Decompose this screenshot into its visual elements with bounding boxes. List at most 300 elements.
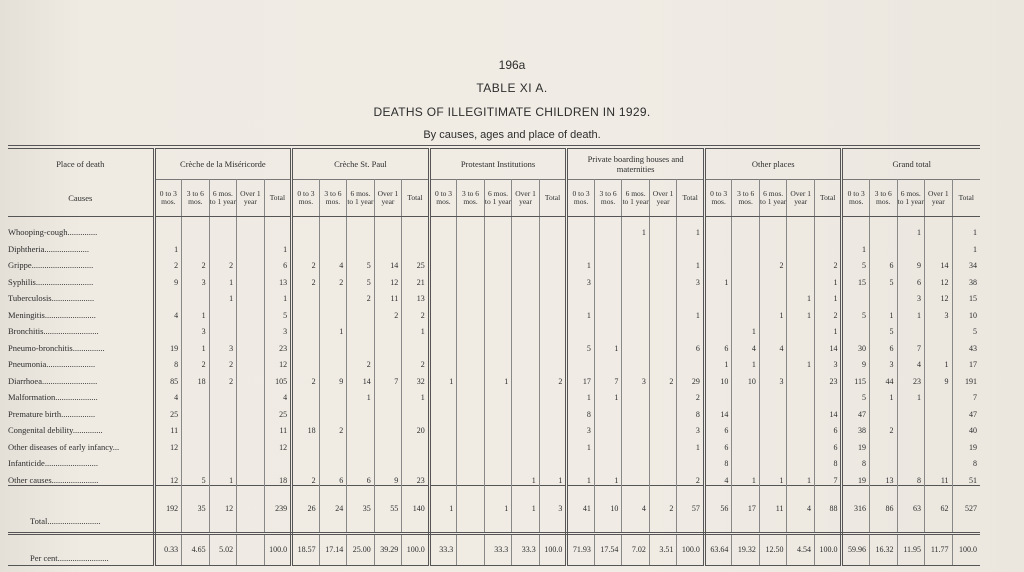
table-cell: 3.51 xyxy=(649,533,677,565)
table-cell: 51 xyxy=(969,475,977,485)
age-header: 0 to 3 mos. xyxy=(567,180,595,217)
table-cell: 63.64 xyxy=(704,533,732,565)
table-cell xyxy=(732,254,760,271)
table-cell xyxy=(347,237,375,254)
table-cell xyxy=(292,217,320,238)
table-cell xyxy=(512,237,540,254)
table-cell: 3 xyxy=(264,320,292,337)
table-cell xyxy=(649,217,677,238)
table-cell: 19.32 xyxy=(732,533,760,565)
table-cell xyxy=(237,303,265,320)
table-cell: 1 xyxy=(182,336,210,353)
table-cell xyxy=(539,254,567,271)
table-cell xyxy=(787,320,815,337)
table-cell xyxy=(292,336,320,353)
table-cell: 10 xyxy=(732,369,760,386)
table-cell xyxy=(677,452,705,469)
table-cell xyxy=(594,320,622,337)
table-cell: 38 xyxy=(842,419,870,436)
age-header: 0 to 3 mos. xyxy=(704,180,732,217)
table-cell: 1 xyxy=(567,254,595,271)
table-cell: 1 xyxy=(512,468,540,485)
table-cell xyxy=(897,452,925,469)
table-cell xyxy=(897,402,925,419)
table-cell: 6 xyxy=(347,468,375,485)
table-cell: 191 xyxy=(965,376,977,386)
table-cell xyxy=(237,402,265,419)
table-cell: 12 xyxy=(209,485,237,533)
table-cell: 115 xyxy=(842,369,870,386)
table-cell: 3 xyxy=(677,419,705,436)
table-cell: 23 xyxy=(897,369,925,386)
table-cell: 39.29 xyxy=(374,533,402,565)
table-cell: 1 xyxy=(622,217,650,238)
table-cell xyxy=(732,217,760,238)
table-cell xyxy=(319,336,347,353)
table-cell: 4 xyxy=(264,386,292,403)
table-cell: 40 xyxy=(969,426,977,435)
deaths-table xyxy=(8,145,980,566)
table-cell xyxy=(594,419,622,436)
table-cell xyxy=(209,320,237,337)
cause-label: Grippe............................. xyxy=(8,254,154,271)
table-cell xyxy=(292,402,320,419)
table-cell xyxy=(429,386,457,403)
table-cell xyxy=(512,254,540,271)
table-cell xyxy=(567,217,595,238)
table-cell: 1 xyxy=(182,303,210,320)
table-cell: 7 xyxy=(897,336,925,353)
table-cell xyxy=(237,217,265,238)
table-cell: 1 xyxy=(484,485,512,533)
table-cell: 24 xyxy=(319,485,347,533)
table-cell: 21 xyxy=(402,270,430,287)
cause-label: Tuberculosis.................... xyxy=(8,287,154,304)
age-header: 0 to 3 mos. xyxy=(429,180,457,217)
table-cell xyxy=(319,435,347,452)
table-cell xyxy=(512,386,540,403)
cause-label: Infanticide......................... xyxy=(8,452,154,469)
table-cell xyxy=(374,217,402,238)
table-cell: 1 xyxy=(402,386,430,403)
table-cell xyxy=(292,435,320,452)
table-cell xyxy=(787,270,815,287)
table-cell xyxy=(484,452,512,469)
table-cell: 41 xyxy=(567,485,595,533)
table-cell xyxy=(622,336,650,353)
age-header: 3 to 6 mos. xyxy=(732,180,760,217)
table-cell: 10 xyxy=(969,310,977,320)
table-cell xyxy=(457,254,485,271)
table-cell: 6 xyxy=(264,254,292,271)
table-cell xyxy=(622,270,650,287)
table-cell: 55 xyxy=(374,485,402,533)
table-cell xyxy=(594,254,622,271)
table-cell xyxy=(539,435,567,452)
table-cell: 192 xyxy=(154,485,182,533)
table-cell xyxy=(925,419,953,436)
table-cell xyxy=(925,402,953,419)
table-cell: 17.54 xyxy=(594,533,622,565)
group-header: Protestant Institutions xyxy=(429,149,567,180)
table-cell xyxy=(649,254,677,271)
table-cell xyxy=(704,386,732,403)
table-cell: 7 xyxy=(973,393,977,402)
age-header: 3 to 6 mos. xyxy=(319,180,347,217)
table-cell: 25.00 xyxy=(347,533,375,565)
table-cell xyxy=(457,320,485,337)
table-cell xyxy=(402,217,430,238)
table-cell: 10 xyxy=(704,369,732,386)
table-cell xyxy=(704,303,732,320)
table-cell xyxy=(512,217,540,238)
table-cell xyxy=(539,320,567,337)
table-cell xyxy=(512,402,540,419)
table-cell xyxy=(539,237,567,254)
table-cell xyxy=(814,237,842,254)
table-cell: 3 xyxy=(759,369,787,386)
table-cell xyxy=(457,336,485,353)
table-cell xyxy=(264,452,292,469)
table-cell xyxy=(429,435,457,452)
table-cell: 47 xyxy=(842,402,870,419)
table-cell: 100.0 xyxy=(814,533,842,565)
table-cell xyxy=(264,217,292,238)
table-cell xyxy=(869,435,897,452)
table-cell: 2 xyxy=(539,369,567,386)
table-cell: 2 xyxy=(347,353,375,370)
group-header-row xyxy=(8,149,980,180)
table-cell: 5 xyxy=(347,254,375,271)
table-cell: 105 xyxy=(264,369,292,386)
table-cell xyxy=(457,452,485,469)
cause-label: Diarrhoea.......................... xyxy=(8,369,154,386)
table-cell xyxy=(925,386,953,403)
table-cell: 527 xyxy=(952,485,980,533)
table-cell: 3 xyxy=(897,287,925,304)
table-cell: 25 xyxy=(264,402,292,419)
table-cell: 43 xyxy=(969,343,977,353)
table-cell: 3 xyxy=(209,336,237,353)
table-cell xyxy=(484,353,512,370)
table-cell xyxy=(759,452,787,469)
table-cell xyxy=(622,353,650,370)
table-cell: 2 xyxy=(677,468,705,485)
table-cell xyxy=(704,287,732,304)
table-cell xyxy=(182,452,210,469)
table-cell xyxy=(292,303,320,320)
table-cell: 1 xyxy=(539,468,567,485)
table-cell: 1 xyxy=(869,303,897,320)
table-row xyxy=(8,435,980,452)
table-cell: 26 xyxy=(292,485,320,533)
table-cell: 1 xyxy=(429,369,457,386)
table-cell xyxy=(594,287,622,304)
table-cell xyxy=(429,402,457,419)
table-cell xyxy=(925,336,953,353)
table-cell xyxy=(182,402,210,419)
table-cell xyxy=(512,270,540,287)
table-cell: 1 xyxy=(787,303,815,320)
table-cell: 11 xyxy=(374,287,402,304)
table-cell xyxy=(594,237,622,254)
table-row xyxy=(8,270,980,287)
table-cell xyxy=(622,468,650,485)
table-cell xyxy=(292,237,320,254)
table-cell xyxy=(347,452,375,469)
table-cell: 18.57 xyxy=(292,533,320,565)
table-cell: 100.0 xyxy=(677,533,705,565)
table-cell xyxy=(182,287,210,304)
table-cell: 6 xyxy=(814,435,842,452)
age-header: 6 mos. to 1 year xyxy=(622,180,650,217)
table-cell xyxy=(237,320,265,337)
age-header: 0 to 3 mos. xyxy=(154,180,182,217)
table-cell xyxy=(457,468,485,485)
table-cell: 1 xyxy=(567,386,595,403)
table-cell: 4 xyxy=(154,303,182,320)
table-cell xyxy=(182,419,210,436)
table-cell: 4 xyxy=(787,485,815,533)
table-cell: 25 xyxy=(154,402,182,419)
table-cell xyxy=(429,336,457,353)
table-cell xyxy=(429,254,457,271)
table-cell xyxy=(347,336,375,353)
table-cell xyxy=(787,369,815,386)
table-cell xyxy=(539,353,567,370)
group-header: Crèche de la Miséricorde xyxy=(154,149,292,180)
group-header: Crèche St. Paul xyxy=(292,149,430,180)
table-cell: 2 xyxy=(154,254,182,271)
table-cell: 100.0 xyxy=(539,533,567,565)
table-cell xyxy=(787,419,815,436)
table-cell: 3 xyxy=(567,419,595,436)
table-cell xyxy=(622,386,650,403)
table-cell: 2 xyxy=(347,287,375,304)
table-cell: 12 xyxy=(154,468,182,485)
table-cell: 20 xyxy=(402,419,430,436)
table-cell: 4 xyxy=(897,353,925,370)
table-cell: 12 xyxy=(925,287,953,304)
age-header: Total xyxy=(264,180,292,217)
table-cell xyxy=(869,217,897,238)
causes-label: Causes xyxy=(8,180,154,217)
table-cell: 5 xyxy=(182,468,210,485)
table-cell: 8 xyxy=(567,402,595,419)
table-cell: 35 xyxy=(347,485,375,533)
age-header: Over 1 year xyxy=(374,180,402,217)
cause-label: Pneumo-bronchitis............... xyxy=(8,336,154,353)
cause-label: Syphilis........................... xyxy=(8,270,154,287)
table-cell: 2 xyxy=(402,353,430,370)
table-cell: 12 xyxy=(374,270,402,287)
table-cell xyxy=(622,254,650,271)
table-cell xyxy=(292,353,320,370)
table-cell xyxy=(512,303,540,320)
table-cell: 5 xyxy=(264,303,292,320)
table-cell xyxy=(512,435,540,452)
table-cell: 1 xyxy=(209,468,237,485)
table-cell xyxy=(237,287,265,304)
table-cell: 11 xyxy=(154,419,182,436)
table-row xyxy=(8,336,980,353)
table-cell xyxy=(567,353,595,370)
table-cell: 1 xyxy=(869,386,897,403)
table-cell xyxy=(429,270,457,287)
table-cell xyxy=(457,402,485,419)
cause-label: Pneumonia....................... xyxy=(8,353,154,370)
table-cell: 100.0 xyxy=(264,533,292,565)
table-cell: 14 xyxy=(374,254,402,271)
table-cell xyxy=(319,353,347,370)
table-cell: 1 xyxy=(402,320,430,337)
table-cell xyxy=(429,303,457,320)
table-cell xyxy=(897,237,925,254)
table-cell: 7 xyxy=(594,369,622,386)
table-cell: 1 xyxy=(814,270,842,287)
table-cell: 2 xyxy=(292,270,320,287)
age-header: 6 mos. to 1 year xyxy=(897,180,925,217)
table-cell xyxy=(402,336,430,353)
table-cell: 3 xyxy=(622,369,650,386)
table-cell: 1 xyxy=(594,386,622,403)
age-header: 3 to 6 mos. xyxy=(869,180,897,217)
table-cell: 2 xyxy=(814,254,842,271)
table-cell xyxy=(622,435,650,452)
table-caption: By causes, ages and place of death. xyxy=(423,129,601,141)
table-cell: 33.3 xyxy=(484,533,512,565)
table-cell: 1 xyxy=(594,336,622,353)
table-cell: 11.77 xyxy=(925,533,953,565)
table-cell xyxy=(374,237,402,254)
table-cell xyxy=(594,353,622,370)
age-header: 0 to 3 mos. xyxy=(292,180,320,217)
table-cell xyxy=(732,237,760,254)
table-cell xyxy=(429,468,457,485)
table-cell: 17 xyxy=(567,369,595,386)
table-cell: 63 xyxy=(897,485,925,533)
cause-label: Meningitis........................ xyxy=(8,303,154,320)
table-cell: 62 xyxy=(925,485,953,533)
table-cell xyxy=(649,303,677,320)
table-cell xyxy=(374,419,402,436)
table-cell: 23 xyxy=(402,468,430,485)
table-cell xyxy=(319,237,347,254)
table-cell xyxy=(732,435,760,452)
table-cell xyxy=(677,287,705,304)
table-cell: 2 xyxy=(182,353,210,370)
table-cell: 19 xyxy=(154,336,182,353)
table-cell xyxy=(429,320,457,337)
age-header: Total xyxy=(814,180,842,217)
table-cell xyxy=(732,419,760,436)
table-row xyxy=(8,303,980,320)
table-cell: 8 xyxy=(154,353,182,370)
table-cell: 2 xyxy=(814,303,842,320)
table-cell: 1 xyxy=(732,468,760,485)
table-cell xyxy=(787,452,815,469)
table-cell xyxy=(484,270,512,287)
table-cell: 2 xyxy=(209,254,237,271)
table-cell: 17 xyxy=(969,360,977,369)
table-cell xyxy=(484,419,512,436)
table-cell xyxy=(649,468,677,485)
age-header: 0 to 3 mos. xyxy=(842,180,870,217)
table-cell: 1 xyxy=(842,237,870,254)
table-cell: 2 xyxy=(677,386,705,403)
table-cell: 13 xyxy=(402,287,430,304)
table-cell: 316 xyxy=(842,485,870,533)
table-cell xyxy=(484,303,512,320)
table-cell: 12 xyxy=(264,435,292,452)
table-cell xyxy=(759,320,787,337)
table-cell: 4 xyxy=(732,336,760,353)
table-cell: 3 xyxy=(869,353,897,370)
table-cell: 10 xyxy=(594,485,622,533)
table-cell xyxy=(347,419,375,436)
table-cell xyxy=(732,270,760,287)
table-cell: 239 xyxy=(264,485,292,533)
table-cell: 5 xyxy=(973,327,977,336)
table-cell: 12 xyxy=(925,270,953,287)
table-cell: 3 xyxy=(677,270,705,287)
table-cell xyxy=(347,303,375,320)
table-cell xyxy=(869,287,897,304)
table-cell xyxy=(622,320,650,337)
table-row xyxy=(8,402,980,419)
table-cell xyxy=(732,452,760,469)
table-cell: 4 xyxy=(319,254,347,271)
table-cell: 1 xyxy=(787,468,815,485)
table-cell: 4.65 xyxy=(182,533,210,565)
table-cell: 3 xyxy=(567,270,595,287)
table-cell xyxy=(457,533,485,565)
table-cell xyxy=(649,320,677,337)
cause-label: Bronchitis.......................... xyxy=(8,320,154,337)
table-cell: 2 xyxy=(402,303,430,320)
cause-label: Per cent........................ xyxy=(8,533,154,565)
table-row xyxy=(8,386,980,403)
table-cell xyxy=(292,320,320,337)
age-header: 6 mos. to 1 year xyxy=(209,180,237,217)
table-cell xyxy=(539,270,567,287)
table-cell: 2 xyxy=(759,254,787,271)
table-row xyxy=(8,419,980,436)
table-cell: 6 xyxy=(814,419,842,436)
table-cell xyxy=(484,435,512,452)
table-cell xyxy=(787,336,815,353)
table-cell xyxy=(457,435,485,452)
table-cell xyxy=(319,386,347,403)
table-cell xyxy=(209,435,237,452)
table-cell: 1 xyxy=(732,320,760,337)
table-cell xyxy=(457,353,485,370)
table-cell xyxy=(457,287,485,304)
table-cell: 9 xyxy=(842,353,870,370)
table-cell xyxy=(677,320,705,337)
cause-label: Whooping-cough.............. xyxy=(8,217,154,238)
cause-label: Malformation.................... xyxy=(8,386,154,403)
table-cell xyxy=(814,386,842,403)
table-cell xyxy=(622,303,650,320)
table-cell xyxy=(237,336,265,353)
table-cell: 33.3 xyxy=(512,533,540,565)
table-cell xyxy=(237,369,265,386)
table-cell xyxy=(539,419,567,436)
table-cell: 19 xyxy=(842,435,870,452)
table-cell xyxy=(842,287,870,304)
table-cell xyxy=(237,237,265,254)
